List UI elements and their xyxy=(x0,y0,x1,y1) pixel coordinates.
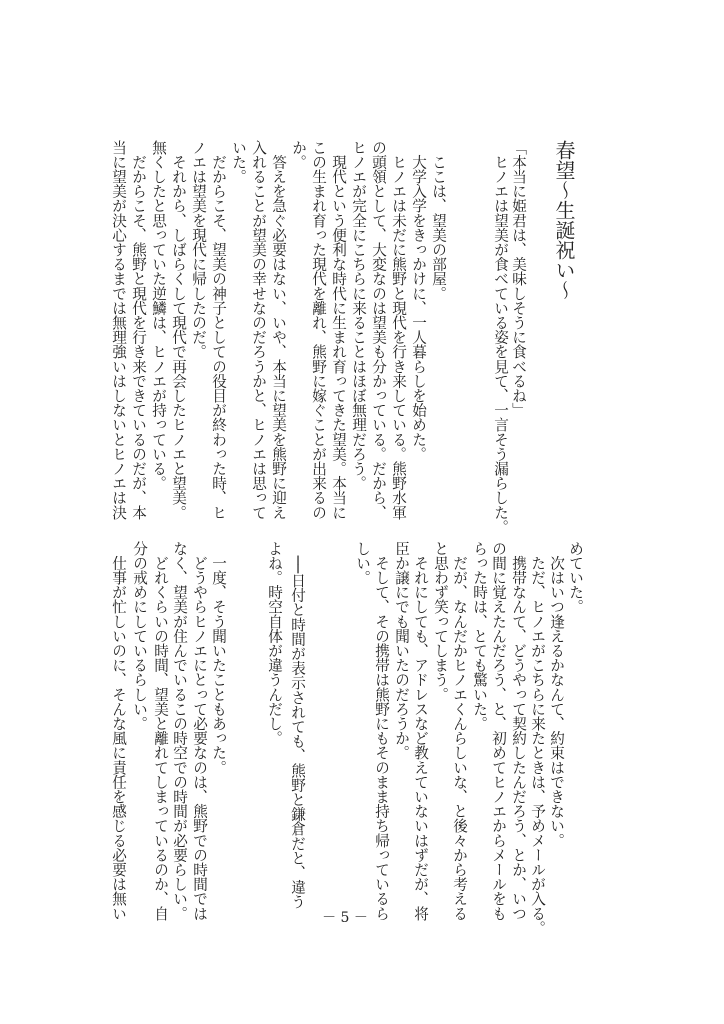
text-column: だからこそ、熊野と現代を行き来できているのだが、本 xyxy=(130,140,147,520)
text-column: の頭領として、大変なのは望美も分かっている。だから、 xyxy=(370,140,387,520)
text-column: なく、望美が住んでいるこの時空での時間が必要らしい。 xyxy=(171,541,188,921)
text-column: 入れることが望美の幸せなのだろうかと、ヒノエは思って xyxy=(250,140,267,520)
text-column: の間に覚えたんだろう、と、初めてヒノエからメールをも xyxy=(490,541,507,921)
text-column: いた。 xyxy=(230,140,247,184)
text-column: だからこそ、望美の神子としての役目が終わった時、ヒ xyxy=(210,140,227,520)
text-column: この生まれ育った現代を離れ、熊野に嫁ぐことが出来るの xyxy=(310,140,327,520)
text-column: どれくらいの時間、望美と離れてしまっているのか、自 xyxy=(152,541,169,921)
text-column: ヒノエは望美が食べている姿を見て、一言そう漏らした。 xyxy=(492,140,509,535)
text-column: そして、その携帯は熊野にもそのまま持ち帰っているら xyxy=(373,541,390,921)
text-column: よね。時空自体が違うんだし。 xyxy=(266,541,283,746)
text-column: 現代という便利な時代に生まれ育ってきた望美。本当に xyxy=(330,140,347,520)
text-column: ここは、望美の部屋。 xyxy=(430,140,447,301)
text-column: ヒノエは未だに熊野と現代を行き来している。熊野水軍 xyxy=(390,140,407,520)
text-column: 「本当に姫君は、美味しそうに食べるね」 xyxy=(510,140,527,418)
text-column: めていた。 xyxy=(567,541,584,614)
text-column: か。 xyxy=(290,140,307,170)
text-column: 分の戒めにしているらしい。 xyxy=(131,541,148,731)
text-column: それにしても、アドレスなど教えていないはずだが、将 xyxy=(412,541,429,921)
text-column: らった時は、とても驚いた。 xyxy=(471,541,488,731)
text-column: 臣か譲にでも聞いたのだろうか。 xyxy=(393,541,410,760)
text-column: ──日付と時間が表示されても、熊野と鎌倉だと、違う xyxy=(289,541,306,909)
text-column: 無くしたと思っていた逆鱗は、ヒノエが持っている。 xyxy=(150,140,167,491)
text-column: と思わず笑ってしまう。 xyxy=(432,541,449,702)
text-column: 一度、そう聞いたこともあった。 xyxy=(210,541,227,775)
text-column: ノエは望美を現代に帰したのだ。 xyxy=(190,140,207,359)
text-column: どうやらヒノエにとって必要なのは、熊野での時間では xyxy=(191,541,208,921)
text-column: ただ、ヒノエがこちらに来たときは、予めメールが入る。 xyxy=(529,541,546,936)
text-column: ヒノエが完全にこちらに来ることはほぼ無理だろう。 xyxy=(350,140,367,491)
text-column: 大学入学をきっかけに、一人暮らしを始めた。 xyxy=(410,140,427,462)
text-column: 次はいつ逢えるかなんて、約束はできない。 xyxy=(548,541,565,848)
text-column: 当に望美が決心するまでは無理強いはしないとヒノエは決 xyxy=(110,140,127,520)
story-title: 春望～生誕祝い～ xyxy=(552,140,576,300)
text-column: 仕事が忙しいのに、そんな風に責任を感じる必要は無い xyxy=(110,541,127,921)
text-column: 携帯なんて、どうやって契約したんだろう、とか、いつ xyxy=(510,541,527,921)
text-column: だが、なんだかヒノエくんらしいな、と後々から考える xyxy=(451,541,468,921)
text-column: 答えを急ぐ必要はない、いや、本当に望美を熊野に迎え xyxy=(270,140,287,520)
text-column: それから、しばらくして現代で再会したヒノエと望美。 xyxy=(170,140,187,520)
page-number: － 5 － xyxy=(322,910,368,926)
text-column: しい。 xyxy=(354,541,371,585)
